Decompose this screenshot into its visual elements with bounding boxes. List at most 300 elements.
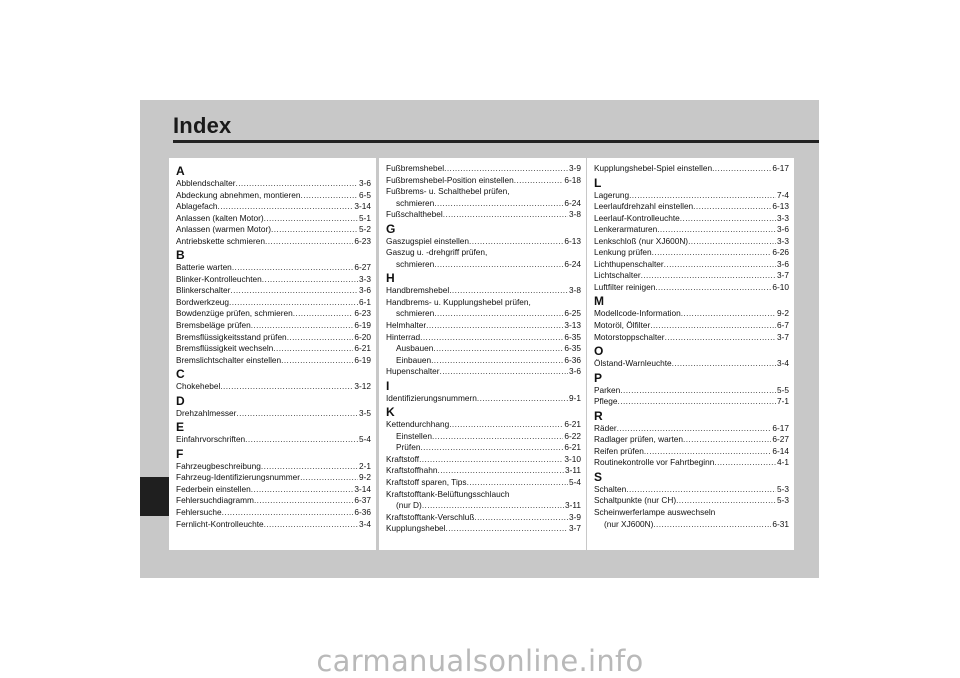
index-entry-page: 5-5: [777, 384, 789, 395]
index-entry-term: (nur D): [396, 500, 422, 511]
index-entry-page: 6-31: [772, 518, 789, 529]
dot-leader: [688, 236, 776, 248]
index-entry-term: Parken: [594, 384, 621, 395]
watermark: carmanualsonline.info: [316, 644, 644, 678]
index-letter-heading: H: [386, 271, 395, 286]
dot-leader: [712, 163, 771, 175]
index-entry-term: Anlassen (kalten Motor): [176, 212, 264, 223]
index-letter-heading: C: [176, 367, 185, 382]
index-entry-page: 5-2: [359, 224, 371, 235]
dot-leader: [449, 419, 563, 431]
index-letter-heading: K: [386, 405, 395, 420]
dot-leader: [420, 442, 563, 454]
index-entry-page: 6-37: [354, 495, 371, 506]
index-entry: [594, 358, 789, 370]
index-letter-heading: F: [176, 446, 184, 461]
index-entry-term: Kettendurchhang: [386, 419, 450, 430]
index-entry: [386, 209, 581, 221]
index-entry-term: Fehlersuchdiagramm: [176, 495, 254, 506]
index-entry: [176, 507, 371, 519]
dot-leader: [467, 477, 568, 489]
dot-leader: [449, 285, 568, 297]
index-entry: [594, 270, 789, 282]
index-entry: [176, 434, 371, 446]
dot-leader: [434, 198, 563, 210]
index-entry: [594, 434, 789, 446]
index-entry: [386, 320, 581, 332]
index-entry-term: Fahrzeugbeschreibung: [176, 460, 261, 471]
index-entry: [176, 381, 371, 393]
index-entry-page: 6-25: [564, 308, 581, 319]
dot-leader: [431, 355, 563, 367]
dot-leader: [218, 201, 354, 213]
dot-leader: [232, 262, 354, 274]
dot-leader: [446, 523, 568, 535]
index-entry-term: Bordwerkzeug: [176, 296, 230, 307]
dot-leader: [245, 434, 358, 446]
index-letter-heading: E: [176, 420, 185, 435]
index-entry-page: 9-2: [777, 308, 789, 319]
index-entry: [594, 457, 789, 469]
index-entry: [386, 198, 581, 210]
index-entry: [386, 454, 581, 466]
index-entry-term: Ausbauen: [396, 343, 434, 354]
index-letter-heading: A: [176, 164, 185, 178]
index-entry: [176, 343, 371, 355]
index-entry-page: 4-1: [777, 457, 789, 468]
dot-leader: [664, 259, 776, 271]
index-entry: [594, 282, 789, 294]
index-letter-heading: L: [594, 175, 602, 190]
index-entry-term: Prüfen: [396, 442, 421, 453]
index-entry: [386, 366, 581, 378]
dot-leader: [251, 484, 354, 496]
index-entry-page: 6-14: [772, 445, 789, 456]
dot-leader: [653, 519, 771, 531]
index-entry-page: 6-7: [777, 320, 789, 331]
index-entry-page: 6-36: [564, 354, 581, 365]
dot-leader: [434, 259, 563, 271]
dot-leader: [676, 495, 776, 507]
index-entry-term: Einstellen: [396, 430, 432, 441]
index-entry: [176, 320, 371, 332]
index-entry-page: 5-4: [569, 477, 581, 488]
dot-leader: [281, 355, 353, 367]
dot-leader: [433, 343, 563, 355]
index-entry-term: Ölstand-Warnleuchte: [594, 358, 672, 369]
index-entry: [594, 396, 789, 408]
index-entry-page: 3-14: [354, 201, 371, 212]
dot-leader: [514, 175, 564, 187]
index-entry-term: Routinekontrolle vor Fahrtbeginn: [594, 457, 715, 468]
index-entry: [176, 355, 371, 367]
index-entry-term: Lichthupenschalter: [594, 258, 664, 269]
index-entry-term: Fernlicht-Kontrolleuchte: [176, 518, 264, 529]
page-title: Index: [173, 113, 232, 138]
index-entry-page: 6-35: [564, 343, 581, 354]
index-entry-term: Räder: [594, 422, 617, 433]
index-entry-page: 6-23: [354, 235, 371, 246]
dot-leader: [236, 408, 358, 420]
index-entry: [386, 285, 581, 297]
dot-leader: [420, 332, 563, 344]
index-entry-term: Hinterrad: [386, 331, 421, 342]
index-entry-term: Antriebskette schmieren: [176, 235, 266, 246]
index-entry-page: 6-21: [564, 419, 581, 430]
dot-leader: [680, 213, 776, 225]
index-entry: [176, 495, 371, 507]
index-entry-page: 3-3: [359, 273, 371, 284]
index-entry-term: Pflege: [594, 396, 618, 407]
dot-leader: [273, 343, 353, 355]
index-entry-page: 3-3: [777, 235, 789, 246]
index-entry-page: 3-4: [359, 518, 371, 529]
index-entry: [176, 224, 371, 236]
index-entry-page: 7-1: [777, 396, 789, 407]
index-entry: [386, 236, 581, 248]
index-entry: [386, 465, 581, 477]
index-entry-page: 6-10: [772, 281, 789, 292]
dot-leader: [650, 320, 776, 332]
index-entry-term: schmieren: [396, 308, 435, 319]
dot-leader: [474, 512, 568, 524]
index-entry: [594, 495, 789, 507]
dot-leader: [657, 224, 776, 236]
index-entry-page: 6-1: [359, 296, 371, 307]
index-entry-term: Lenkung prüfen: [594, 247, 652, 258]
index-entry-page: 3-14: [354, 483, 371, 494]
index-entry-term: (nur XJ600N): [604, 518, 654, 529]
chapter-tab-marker: [140, 477, 169, 516]
dot-leader: [440, 366, 568, 378]
dot-leader: [262, 274, 358, 286]
dot-leader: [229, 297, 358, 309]
index-entry-page: 6-27: [354, 262, 371, 273]
index-entry-term: Reifen prüfen: [594, 445, 644, 456]
index-entry: [176, 285, 371, 297]
index-entry: [176, 519, 371, 531]
index-entry-term: Einfahrvorschriften: [176, 434, 246, 445]
index-entry-continued: Scheinwerferlampe auswechseln: [594, 507, 716, 518]
index-entry-term: Schaltpunkte (nur CH): [594, 495, 677, 506]
index-entry: [594, 446, 789, 458]
index-entry-page: 5-4: [359, 434, 371, 445]
index-entry: [176, 472, 371, 484]
index-entry: [386, 523, 581, 535]
index-entry-page: 6-24: [564, 258, 581, 269]
index-entry-term: Bremslichtschalter einstellen: [176, 354, 282, 365]
dot-leader: [300, 472, 358, 484]
index-entry-page: 3-11: [565, 500, 581, 511]
index-entry: [386, 431, 581, 443]
index-entry-page: 3-7: [569, 523, 581, 534]
index-entry: [176, 297, 371, 309]
index-entry-term: Helmhalter: [386, 320, 427, 331]
index-entry-term: Lenkerarmaturen: [594, 224, 658, 235]
index-entry-page: 6-17: [772, 163, 789, 173]
dot-leader: [629, 190, 776, 202]
index-letter-heading: O: [594, 344, 604, 359]
index-entry-page: 3-7: [777, 270, 789, 281]
index-entry-page: 6-19: [354, 320, 371, 331]
index-entry: [176, 178, 371, 190]
index-entry-term: schmieren: [396, 258, 435, 269]
index-entry-term: Kupplungshebel-Spiel einstellen: [594, 163, 713, 173]
index-entry: [386, 332, 581, 344]
index-entry: [594, 423, 789, 435]
index-entry-term: Radlager prüfen, warten: [594, 434, 684, 445]
index-entry-term: Kupplungshebel: [386, 523, 446, 534]
dot-leader: [665, 332, 776, 344]
index-entry-page: 7-4: [777, 189, 789, 200]
index-letter-heading: M: [594, 294, 604, 309]
index-entry-continued: Fußbrems- u. Schalthebel prüfen,: [386, 186, 510, 197]
index-column-3: [587, 158, 794, 550]
index-entry-term: Kraftstofftank-Verschluß: [386, 511, 475, 522]
index-entry: [176, 213, 371, 225]
index-entry-term: Fußbremshebel-Position einstellen: [386, 174, 514, 185]
index-entry-term: Handbremshebel: [386, 285, 450, 296]
index-entry: [386, 500, 581, 512]
index-entry-page: 6-24: [564, 197, 581, 208]
index-entry-term: schmieren: [396, 197, 435, 208]
index-entry-continued: Kraftstofftank-Belüftungsschlauch: [386, 488, 510, 499]
dot-leader: [293, 308, 354, 320]
dot-leader: [432, 431, 563, 443]
index-entry-page: 3-9: [569, 163, 581, 173]
dot-leader: [438, 465, 564, 477]
index-entry-page: 3-6: [569, 366, 581, 377]
index-entry-page: 6-36: [354, 507, 371, 518]
index-entry: [594, 332, 789, 344]
dot-leader: [264, 519, 358, 531]
index-entry-page: 6-21: [354, 343, 371, 354]
index-entry-page: 6-35: [564, 331, 581, 342]
index-entry: [386, 259, 581, 271]
index-entry-page: 6-18: [564, 174, 581, 185]
index-entry-page: 6-19: [354, 354, 371, 365]
index-entry: [386, 343, 581, 355]
index-entry: [386, 419, 581, 431]
index-entry-term: Einbauen: [396, 354, 432, 365]
index-entry-term: Gaszugspiel einstellen: [386, 235, 470, 246]
index-entry-page: 5-3: [777, 483, 789, 494]
index-entry: [594, 224, 789, 236]
index-entry-continued: Gaszug u. -drehgriff prüfen,: [386, 247, 488, 258]
index-entry-term: Batterie warten: [176, 262, 232, 273]
index-entry: [386, 393, 581, 405]
index-entry: [594, 247, 789, 259]
index-entry-page: 6-27: [772, 434, 789, 445]
dot-leader: [443, 209, 568, 221]
index-entry-term: Drehzahlmesser: [176, 407, 237, 418]
dot-leader: [681, 308, 776, 320]
index-entry-term: Bremsflüssigkeitsstand prüfen: [176, 331, 287, 342]
index-entry: [176, 190, 371, 202]
index-entry: [386, 163, 581, 175]
index-entry-term: Luftfilter reinigen: [594, 281, 656, 292]
index-entry: [176, 408, 371, 420]
dot-leader: [220, 381, 353, 393]
dot-leader: [652, 247, 772, 259]
index-entry-term: Kraftstoff sparen, Tips: [386, 477, 467, 488]
index-entry: [594, 259, 789, 271]
index-entry-page: 3-6: [777, 224, 789, 235]
index-entry-page: 9-1: [569, 392, 581, 403]
index-entry: [176, 262, 371, 274]
index-entry-term: Identifizierungsnummern: [386, 392, 477, 403]
index-entry-page: 6-13: [772, 201, 789, 212]
index-entry-term: Federbein einstellen: [176, 483, 251, 494]
index-entry-page: 6-22: [564, 430, 581, 441]
index-entry-term: Fußschalthebel: [386, 209, 443, 220]
index-entry-term: Bowdenzüge prüfen, schmieren: [176, 308, 293, 319]
index-entry-page: 6-23: [354, 308, 371, 319]
index-entry-page: 9-2: [359, 472, 371, 483]
index-entry: [176, 484, 371, 496]
index-entry: [594, 308, 789, 320]
index-letter-heading: P: [594, 370, 603, 385]
index-entry-page: 6-5: [359, 189, 371, 200]
index-entry: [594, 201, 789, 213]
dot-leader: [641, 270, 776, 282]
dot-leader: [261, 461, 358, 473]
dot-leader: [618, 396, 776, 408]
index-entry-term: Blinkerschalter: [176, 285, 231, 296]
index-entry-term: Leerlaufdrehzahl einstellen: [594, 201, 694, 212]
index-entry-term: Lenkschloß (nur XJ600N): [594, 235, 689, 246]
index-entry-term: Kraftstoff: [386, 453, 420, 464]
index-entry-term: Fußbremshebel: [386, 163, 445, 173]
index-entry-term: Hupenschalter: [386, 366, 440, 377]
index-entry-page: 6-21: [564, 442, 581, 453]
dot-leader: [287, 332, 354, 344]
dot-leader: [617, 423, 772, 435]
dot-leader: [301, 190, 358, 202]
index-entry-page: 6-13: [564, 235, 581, 246]
dot-leader: [644, 446, 772, 458]
index-entry: [386, 308, 581, 320]
index-entry-term: Ablagefach: [176, 201, 218, 212]
index-letter-heading: S: [594, 469, 603, 484]
index-letter-heading: R: [594, 408, 603, 423]
index-entry-term: Abdeckung abnehmen, montieren: [176, 189, 301, 200]
dot-leader: [620, 385, 776, 397]
index-entry-term: Fehlersuche: [176, 507, 222, 518]
index-letter-heading: G: [386, 221, 396, 236]
index-entry: [594, 236, 789, 248]
index-entry-term: Kraftstoffhahn: [386, 465, 438, 476]
index-entry-page: 3-9: [569, 511, 581, 522]
index-entry-continued: Handbrems- u. Kupplungshebel prüfen,: [386, 296, 531, 307]
dot-leader: [271, 224, 358, 236]
dot-leader: [264, 213, 358, 225]
index-entry: [594, 213, 789, 225]
index-entry-page: 3-6: [777, 258, 789, 269]
index-entry-term: Motoröl, Ölfilter: [594, 320, 651, 331]
index-entry-page: 3-3: [777, 212, 789, 223]
index-entry: [594, 320, 789, 332]
index-letter-heading: B: [176, 248, 185, 263]
dot-leader: [626, 484, 776, 496]
index-entry-page: 3-8: [569, 285, 581, 296]
index-entry: [176, 308, 371, 320]
index-entry: [176, 274, 371, 286]
dot-leader: [265, 236, 353, 248]
index-letter-heading: I: [386, 378, 390, 393]
dot-leader: [254, 495, 353, 507]
dot-leader: [693, 201, 771, 213]
index-entry-page: 3-6: [359, 285, 371, 296]
index-entry: [594, 484, 789, 496]
index-entry-page: 6-17: [772, 422, 789, 433]
dot-leader: [444, 163, 568, 175]
index-entry-page: 3-8: [569, 209, 581, 220]
index-entry-term: Schalten: [594, 483, 627, 494]
dot-leader: [655, 282, 771, 294]
index-entry-page: 3-10: [564, 453, 581, 464]
index-entry: [176, 236, 371, 248]
index-entry-page: 5-1: [359, 212, 371, 223]
dot-leader: [477, 393, 568, 405]
index-entry-page: 6-20: [354, 331, 371, 342]
index-entry-term: Abblendschalter: [176, 178, 236, 188]
index-column-1: [169, 158, 376, 550]
index-entry-term: Motorstoppschalter: [594, 331, 665, 342]
index-entry-term: Modellcode-Information: [594, 308, 681, 319]
dot-leader: [714, 457, 776, 469]
index-entry: [386, 477, 581, 489]
dot-leader: [469, 236, 563, 248]
dot-leader: [422, 500, 564, 512]
title-rule: [173, 140, 819, 143]
index-entry-term: Bremsbeläge prüfen: [176, 320, 251, 331]
index-entry-term: Lagerung: [594, 189, 630, 200]
index-entry-page: 3-4: [777, 358, 789, 369]
index-entry-page: 3-13: [564, 320, 581, 331]
dot-leader: [434, 308, 563, 320]
dot-leader: [222, 507, 354, 519]
index-entry: [176, 201, 371, 213]
index-entry-term: Anlassen (warmen Motor): [176, 224, 271, 235]
index-entry-page: 3-5: [359, 407, 371, 418]
index-entry-page: 6-26: [772, 247, 789, 258]
index-entry: [386, 512, 581, 524]
index-entry: [386, 442, 581, 454]
index-entry: [176, 461, 371, 473]
index-entry: [176, 332, 371, 344]
index-entry-term: Bremsflüssigkeit wechseln: [176, 343, 274, 354]
dot-leader: [426, 320, 563, 332]
index-entry: [386, 355, 581, 367]
dot-leader: [251, 320, 354, 332]
index-entry-page: 3-6: [359, 178, 371, 188]
dot-leader: [683, 434, 771, 446]
index-entry-term: Fahrzeug-Identifizierungsnummer: [176, 472, 301, 483]
index-entry-page: 2-1: [359, 460, 371, 471]
index-column-2: [379, 158, 586, 550]
index-entry-term: Blinker-Kontrolleuchten: [176, 273, 262, 284]
index-entry: [594, 519, 789, 531]
index-entry-page: 3-11: [565, 465, 581, 476]
index-entry: [594, 385, 789, 397]
dot-leader: [230, 285, 358, 297]
dot-leader: [236, 178, 358, 190]
index-entry-term: Chokehebel: [176, 381, 221, 392]
index-entry: [386, 175, 581, 187]
index-entry: [594, 190, 789, 202]
index-entry: [594, 163, 789, 175]
